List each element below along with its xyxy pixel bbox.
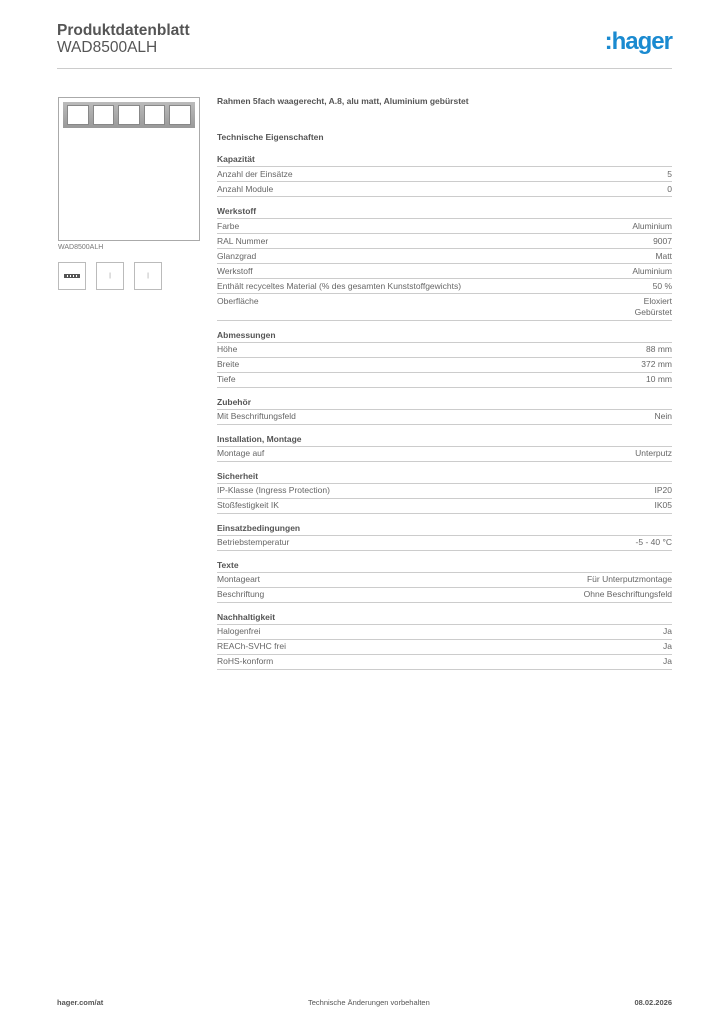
spec-row	[217, 279, 672, 294]
specs	[217, 96, 672, 679]
spec-label: Mit Beschriftungsfeld	[217, 411, 296, 421]
section-title: Nachhaltigkeit	[217, 612, 672, 625]
image-caption: WAD8500ALH	[58, 244, 104, 251]
spec-row	[217, 264, 672, 279]
spec-value: 50 %	[652, 280, 672, 291]
spec-label: Enthält recyceltes Material (% des gesamten Kunststoffgewichts)	[217, 280, 462, 291]
spec-section	[217, 330, 672, 388]
hager-logo: :hager	[604, 28, 672, 55]
frame-illustration	[63, 102, 195, 128]
spec-row	[217, 447, 672, 462]
spec-label: Montage auf	[217, 448, 265, 458]
spec-section	[217, 471, 672, 514]
spec-value: -5 - 40 °C	[635, 537, 672, 547]
header-divider	[57, 68, 672, 69]
spec-value: Nein	[654, 411, 672, 421]
spec-value: 9007	[653, 235, 672, 246]
spec-row	[217, 182, 672, 197]
spec-section	[217, 206, 672, 321]
section-title: Installation, Montage	[217, 434, 672, 447]
thumbnail-side-2[interactable]: |	[134, 262, 162, 290]
section-title: Zubehör	[217, 397, 672, 410]
spec-row	[217, 358, 672, 373]
spec-row	[217, 573, 672, 588]
spec-label: RAL Nummer	[217, 235, 269, 246]
spec-label: Betriebstemperatur	[217, 537, 290, 547]
spec-row	[217, 343, 672, 358]
product-code: WAD8500ALH	[57, 39, 158, 56]
footer-disclaimer: Technische Änderungen vorbehalten	[307, 998, 430, 1007]
spec-row	[217, 167, 672, 182]
spec-value: Ohne Beschriftungsfeld	[583, 589, 672, 599]
spec-label: Werkstoff	[217, 265, 253, 276]
spec-value: 10 mm	[646, 374, 672, 384]
spec-row	[217, 484, 672, 499]
spec-value: 5	[667, 168, 672, 179]
product-description: Rahmen 5fach waagerecht, A.8, alu matt, Aluminium gebürstet	[217, 96, 469, 106]
spec-label: Höhe	[217, 344, 238, 354]
spec-section	[217, 612, 672, 670]
page-title: Produktdatenblatt	[57, 22, 190, 39]
spec-value: Aluminium	[632, 265, 672, 276]
spec-value: Matt	[655, 250, 672, 261]
spec-value: Für Unterputzmontage	[586, 574, 672, 584]
spec-section	[217, 434, 672, 462]
spec-row	[217, 625, 672, 640]
spec-label: IP-Klasse (Ingress Protection)	[217, 485, 330, 495]
spec-section	[217, 397, 672, 425]
thumbnail-side[interactable]: |	[96, 262, 124, 290]
spec-label: Stoßfestigkeit IK	[217, 500, 279, 510]
spec-row	[217, 294, 672, 321]
spec-value: Ja	[663, 656, 672, 666]
footer	[57, 998, 672, 1007]
spec-label: REACh-SVHC frei	[217, 641, 286, 651]
spec-label: Anzahl Module	[217, 183, 274, 194]
spec-value: Ja	[663, 626, 672, 636]
thumbnail-front[interactable]	[58, 262, 86, 290]
spec-row	[217, 373, 672, 388]
spec-label: Beschriftung	[217, 589, 265, 599]
spec-row	[217, 640, 672, 655]
footer-date: 08.02.2026	[634, 998, 672, 1007]
spec-row	[217, 219, 672, 234]
spec-label: Anzahl der Einsätze	[217, 168, 293, 179]
spec-value: IP20	[654, 485, 672, 495]
spec-value: 88 mm	[646, 344, 672, 354]
section-title: Kapazität	[217, 154, 672, 167]
spec-label: Breite	[217, 359, 240, 369]
section-title: Sicherheit	[217, 471, 672, 484]
section-title: Einsatzbedingungen	[217, 523, 672, 536]
spec-value: 372 mm	[641, 359, 672, 369]
product-image	[58, 97, 200, 241]
spec-label: Halogenfrei	[217, 626, 261, 636]
spec-value: Aluminium	[632, 220, 672, 231]
spec-section	[217, 523, 672, 551]
spec-row	[217, 410, 672, 425]
spec-row	[217, 655, 672, 670]
spec-row	[217, 499, 672, 514]
spec-section	[217, 560, 672, 603]
spec-label: Farbe	[217, 220, 240, 231]
footer-website[interactable]: hager.com/at	[57, 998, 104, 1007]
section-title: Abmessungen	[217, 330, 672, 343]
spec-label: Montageart	[217, 574, 260, 584]
spec-label: RoHS-konform	[217, 656, 274, 666]
tech-heading: Technische Eigenschaften	[217, 132, 324, 142]
spec-row	[217, 234, 672, 249]
spec-value: 0	[667, 183, 672, 194]
spec-value: Unterputz	[635, 448, 672, 458]
spec-row	[217, 536, 672, 551]
section-title: Texte	[217, 560, 672, 573]
spec-value: Eloxiert Gebürstet	[634, 295, 672, 317]
spec-label: Tiefe	[217, 374, 236, 384]
spec-row	[217, 249, 672, 264]
spec-value: Ja	[663, 641, 672, 651]
spec-label: Oberfläche	[217, 295, 259, 306]
spec-label: Glanzgrad	[217, 250, 257, 261]
spec-section	[217, 154, 672, 197]
spec-row	[217, 588, 672, 603]
section-title: Werkstoff	[217, 206, 672, 219]
spec-value: IK05	[654, 500, 672, 510]
